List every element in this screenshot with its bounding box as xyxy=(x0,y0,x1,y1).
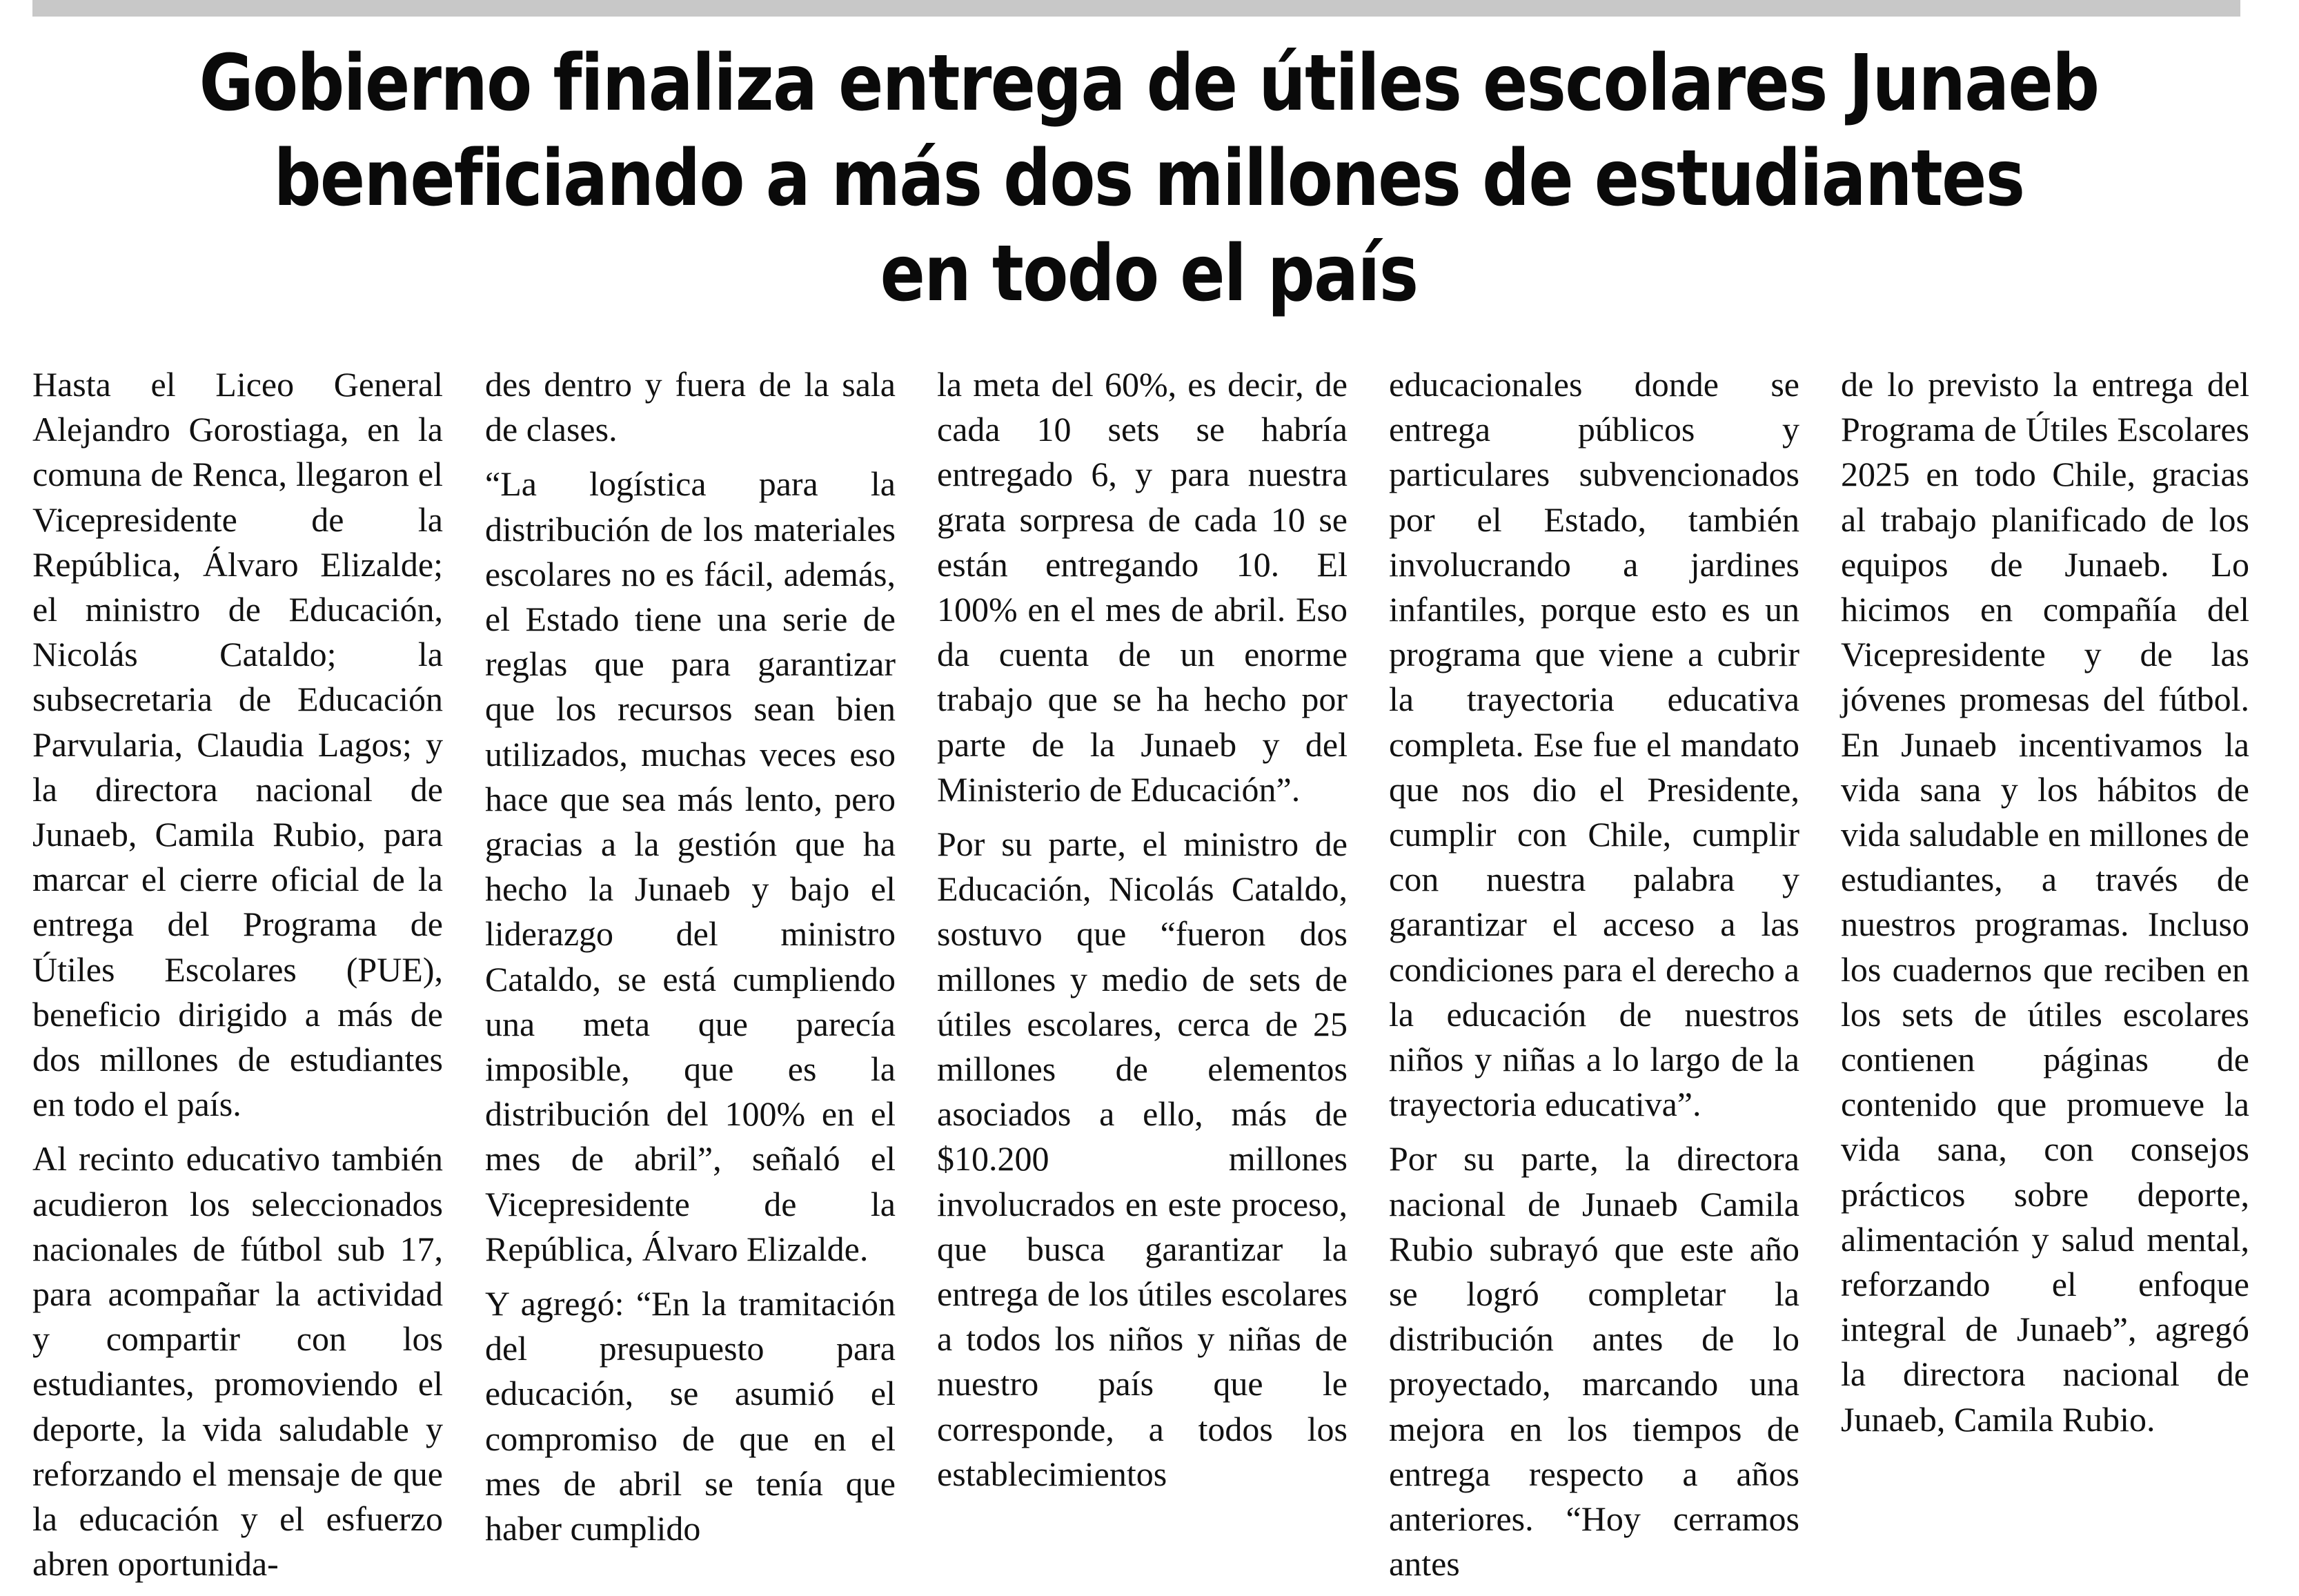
paragraph: Al recinto educativo también acudieron los seleccionados nacionales de fútbol sub 17, para acompañar la actividad y compartir con los estudiantes, promoviendo el deporte, la vida saludable y reforzando el mensaje de que la educación y el esfuerzo abren oportunida- xyxy=(32,1139,443,1584)
paragraph: la meta del 60%, es decir, de cada 10 sets se habría entregado 6, y para nuestra grata sorpresa de cada 10 se están entregando 10. El 100% en el mes de abril. Eso da cuenta de un enorme trabajo que se ha hecho por parte de la Junaeb y del Ministerio de Educación”. xyxy=(937,365,1348,809)
article-body xyxy=(0,362,2299,1584)
paragraph: “La logística para la distribución de los materiales escolares no es fácil, además, el Estado tiene una serie de reglas que para garantizar que los recursos sean bien utilizados, muchas veces eso hace que sea más lento, pero gracias a la gestión que ha hecho la Junaeb y bajo el liderazgo del ministro Cataldo, se está cumpliendo una meta que parecía imposible, que es la distribución del 100% en el mes de abril”, señaló el Vicepresidente de la República, Álvaro Elizalde. xyxy=(485,464,896,1268)
paragraph: Por su parte, la directora nacional de Junaeb Camila Rubio subrayó que este año se logró completar la distribución antes de lo proyectado, marcando una mejora en los tiempos de entrega respecto a años anteriores. “Hoy cerramos antes xyxy=(1389,1139,1799,1584)
column-4 xyxy=(1389,362,1799,1596)
paragraph: Por su parte, el ministro de Educación, Nicolás Cataldo, sostuvo que “fueron dos millones y medio de sets de útiles escolares, cerca de 25 millones de elementos asociados a ello, más de $10.200 millones involucrados en este proceso, que busca garantizar la entrega de los útiles escolares a todos los niños y niñas de nuestro país que le corresponde, a todos los establecimientos xyxy=(937,825,1348,1493)
headline-line-3: en todo el país xyxy=(880,229,1418,319)
paragraph: Y agregó: “En la tramitación del presupuesto para educación, se asumió el compromiso de que en el mes de abril se tenía que haber cumplido xyxy=(485,1284,896,1548)
paragraph: des dentro y fuera de la sala de clases. xyxy=(485,365,896,449)
paragraph: educacionales donde se entrega públicos y particulares subvencionados por el Estado, también involucrando a jardines infantiles, porque esto es un programa que viene a cubrir la trayectoria educativa completa. Ese fue el mandato que nos dio el Presidente, cumplir con Chile, cumplir con nuestra palabra y garantizar el acceso a las condiciones para el derecho a la educación de nuestros niños y niñas a lo largo de la trayectoria educativa”. xyxy=(1389,365,1799,1124)
column-1 xyxy=(32,362,443,1596)
column-2 xyxy=(485,362,896,1561)
article-headline xyxy=(197,36,2102,322)
column-5 xyxy=(1841,362,2249,1452)
headline-line-2: beneficiando a más dos millones de estudiantes xyxy=(273,134,2024,224)
top-rule xyxy=(32,0,2240,17)
paragraph: Hasta el Liceo General Alejandro Gorostiaga, en la comuna de Renca, llegaron el Vicepresidente de la República, Álvaro Elizalde; el ministro de Educación, Nicolás Cataldo; la subsecretaria de Educación Parvularia, Claudia Lagos; y la directora nacional de Junaeb, Camila Rubio, para marcar el cierre oficial de la entrega del Programa de Útiles Escolares (PUE), beneficio dirigido a más de dos millones de estudiantes en todo el país. xyxy=(32,365,443,1124)
headline-line-1: Gobierno finaliza entrega de útiles escolares Junaeb xyxy=(199,39,2099,128)
column-3 xyxy=(937,362,1348,1506)
paragraph: de lo previsto la entrega del Programa de Útiles Escolares 2025 en todo Chile, gracias al trabajo planificado de los equipos de Junaeb. Lo hicimos en compañía del Vicepresidente y de las jóvenes promesas del fútbol. En Junaeb incentivamos la vida sana y los hábitos de vida saludable en millones de estudiantes, a través de nuestros programas. Incluso los cuadernos que reciben en los sets de útiles escolares contienen páginas de contenido que promueve la vida sana, con consejos prácticos sobre deporte, alimentación y salud mental, reforzando el enfoque integral de Junaeb”, agregó la directora nacional de Junaeb, Camila Rubio. xyxy=(1841,365,2249,1439)
